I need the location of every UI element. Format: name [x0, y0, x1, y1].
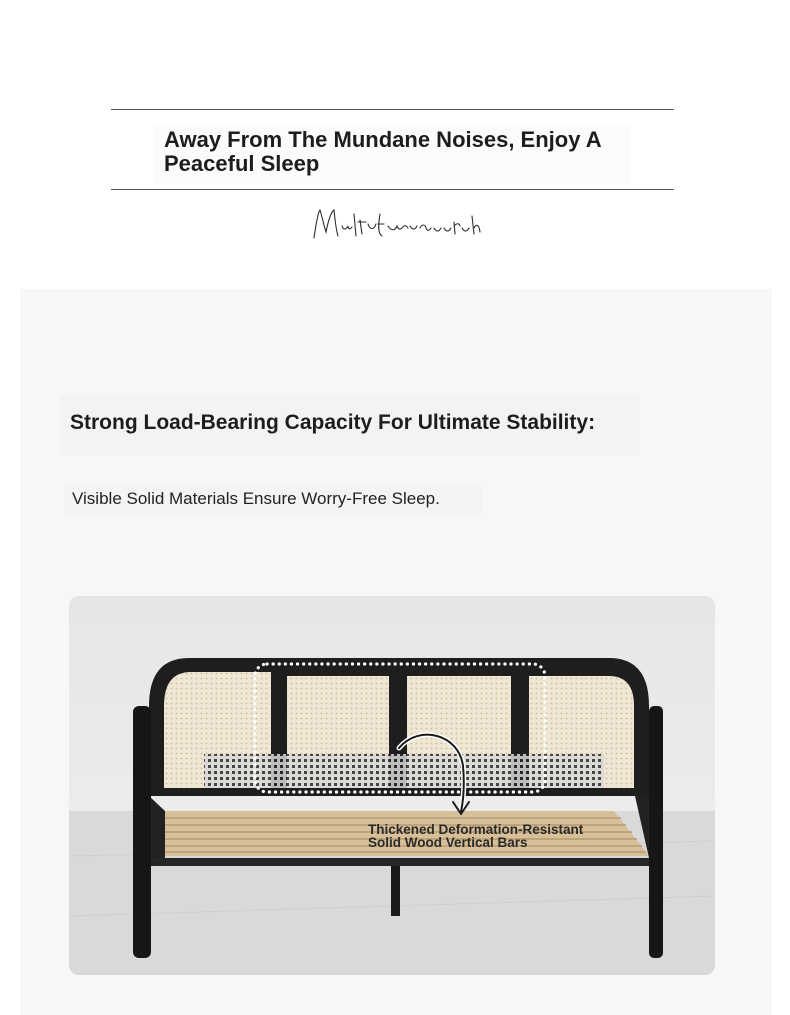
callout-line-2: Solid Wood Vertical Bars	[368, 835, 528, 850]
callout-line-1: Thickened Deformation-Resistant	[368, 822, 584, 837]
stability-section	[20, 289, 772, 1015]
signature-text: Multi-functional coat rack	[308, 202, 320, 203]
section-subheading: Visible Solid Materials Ensure Worry-Free Sleep.	[72, 489, 440, 508]
signature-script	[308, 202, 483, 246]
hero-title: Away From The Mundane Noises, Enjoy A Peaceful Sleep	[164, 127, 601, 176]
section-heading: Strong Load-Bearing Capacity For Ultimate Stability:	[70, 411, 596, 434]
hero-title-block	[111, 109, 674, 190]
wood-bars-callout	[368, 823, 583, 849]
bed-product-photo	[69, 596, 715, 975]
bed-illustration	[69, 596, 715, 975]
